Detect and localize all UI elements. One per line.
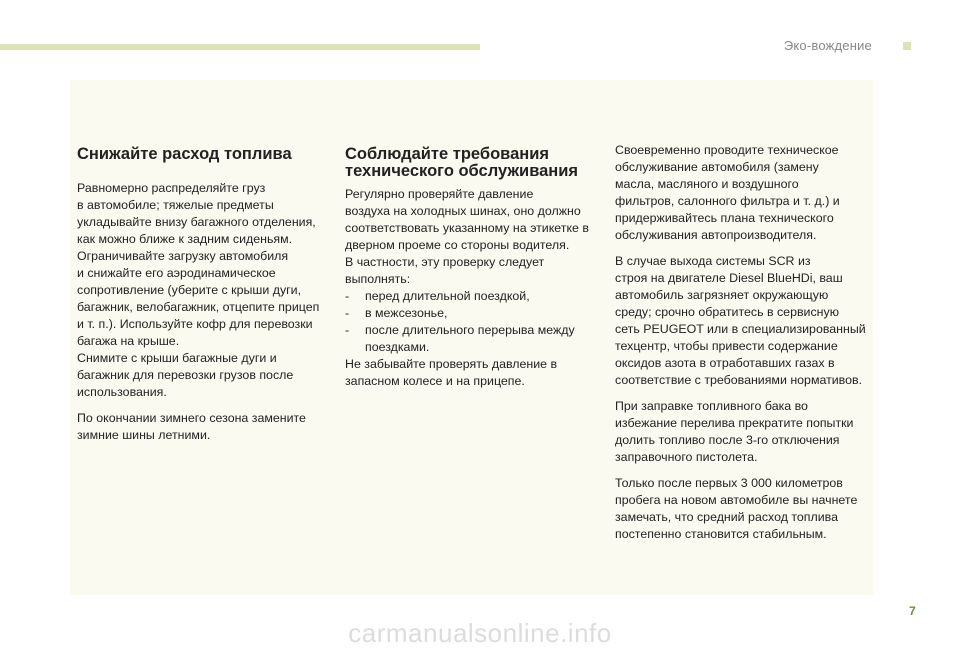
heading-maintenance [345,146,595,180]
text-line: багажа на крыше. [77,334,180,348]
list-item-text: в межсезонье, [365,306,448,320]
paragraph-load-distribution [77,180,327,401]
text-line: Регулярно проверяйте давление [345,187,534,201]
text-line: придерживайтесь плана технического [615,211,834,225]
paragraph-tyre-pressure [345,186,595,288]
section-title: Эко-вождение [783,38,872,53]
text-line: Ограничивайте загрузку автомобиля [77,249,289,263]
text-line: и снижайте его аэродинамическое [77,266,276,280]
heading-fuel-consumption: Снижайте расход топлива [77,145,292,163]
text-line: обслуживания автопроизводителя. [615,228,817,242]
text-line: багажник для перевозки грузов после [77,368,294,382]
text-line: сеть PEUGEOT или в специализированный [615,322,866,336]
text-line: При заправке топливного бака во [615,399,808,413]
text-line: техцентр, чтобы привести содержание [615,339,838,353]
text-line: Равномерно распределяйте груз [77,181,266,195]
text-line: оксидов азота в отработавших газах в [615,356,835,370]
text-line: соответствие с требованиями нормативов. [615,373,863,387]
list-item-text [365,322,595,356]
list-item-line: после длительного перерыва между [365,323,575,337]
text-line: фильтров, салонного фильтра и т. д.) и [615,194,840,208]
text-line: и т. п.). Используйте кофр для перевозки [77,317,313,331]
text-line: среду; срочно обратитесь в сервисную [615,305,839,319]
text-line: зимние шины летними. [77,428,211,442]
text-line: избежание перелива прекратите попытки [615,416,854,430]
text-line: как можно ближе к задним сиденьям. [77,232,293,246]
paragraph-running-in [615,475,875,543]
text-line: Только после первых 3 000 километров [615,476,843,490]
list-item-line: поездками. [365,340,430,354]
list-item [345,305,595,322]
watermark: carmanualsonline.info [348,618,612,648]
header-accent-bar [0,44,480,50]
list-dash: - [345,323,350,337]
text-line: укладывайте внизу багажного отделения, [77,215,316,229]
text-line: Не забывайте проверять давление в [345,357,558,371]
text-line: замечать, что средний расход топлива [615,510,838,524]
text-line: строя на двигателе Diesel BlueHDi, ваш [615,271,843,285]
text-line: пробега на новом автомобиле вы начнете [615,493,858,507]
section-marker-square [903,42,911,50]
text-line: использования. [77,385,167,399]
list-dash: - [345,306,350,320]
pressure-check-list [345,288,595,356]
text-line: масла, масляного и воздушного [615,177,799,191]
page-number: 7 [909,604,916,618]
list-item [345,322,595,356]
text-line: Снимите с крыши багажные дуги и [77,351,277,365]
text-line: запасном колесе и на прицепе. [345,374,525,388]
list-item [345,288,595,305]
paragraph-scheduled-service [615,142,875,244]
text-line: заправочного пистолета. [615,450,758,464]
text-line: В случае выхода системы SCR из [615,254,811,268]
text-line: дверном проеме со стороны водителя. [345,238,570,252]
text-line: долить топливо после 3-го отключения [615,433,840,447]
text-line: В частности, эту проверку следует [345,255,545,269]
heading-line: технического обслуживания [345,162,579,180]
heading-line: Соблюдайте требования [345,145,549,163]
column-maintenance [345,146,595,390]
paragraph-spare-wheel [345,356,595,390]
column-fuel-consumption [77,146,327,444]
text-line: постепенно становится стабильным. [615,527,827,541]
text-line: Своевременно проводите техническое [615,143,839,157]
text-line: сопротивление (уберите с крыши дуги, [77,283,302,297]
text-line: выполнять: [345,272,411,286]
paragraph-refuelling [615,398,875,466]
text-line: багажник, велобагажник, отцепите прицеп [77,300,320,314]
column-service-tips [615,142,875,543]
paragraph-winter-tyres [77,410,327,444]
text-line: соответствовать указанному на этикетке в [345,221,589,235]
list-dash: - [345,289,350,303]
text-line: воздуха на холодных шинах, оно должно [345,204,581,218]
text-line: По окончании зимнего сезона замените [77,411,306,425]
text-line: обслуживание автомобиля (замену [615,160,819,174]
list-item-text: перед длительной поездкой, [365,289,530,303]
text-line: автомобиль загрязняет окружающую [615,288,829,302]
paragraph-scr-failure [615,253,875,389]
text-line: в автомобиле; тяжелые предметы [77,198,274,212]
